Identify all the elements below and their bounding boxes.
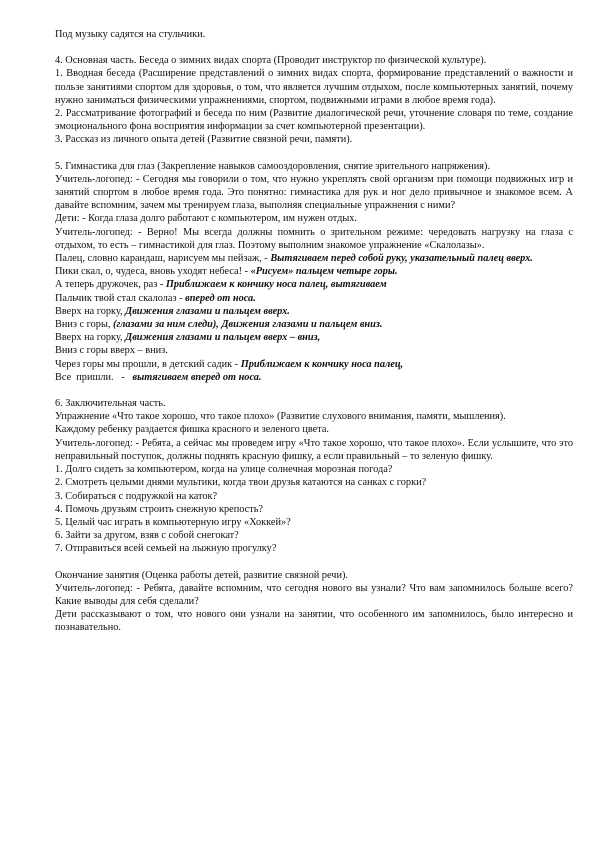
exercise-line-9 [55, 358, 573, 371]
exercise-line-2 [55, 265, 573, 278]
verse-text: Вверх на горку, [55, 305, 126, 317]
ending-paragraph-1: Учитель-логопед: - Ребята, давайте вспомним, что сегодня нового вы узнали? Что вам запомнилось больше всего? Какие выводы для себя сделали? [55, 582, 573, 607]
section-4-title: 4. Основная часть. Беседа о зимних видах спорта (Проводит инструктор по физической культуре). [55, 55, 487, 67]
instruction-text: (глазами за ним следи), Движения глазами и пальцем вниз. [113, 319, 383, 331]
question-1: 1. Долго сидеть за компьютером, когда на улице солнечная морозная погода? [55, 464, 393, 476]
question-5: 5. Целый час играть в компьютерную игру «Хоккей»? [55, 516, 291, 528]
verse-text: Через горы мы прошли, в детский садик - [55, 358, 241, 370]
instruction-text: вытягиваем вперед от носа. [132, 371, 262, 383]
section-5-paragraph-1: Учитель-логопед: - Сегодня мы говорили о том, что нужно укреплять свой организм при помощи подвижных игр и занятий спортом в любое время года. Это понятно: гимнастика для рук и ног дело привычное и знакомое всем. А давайте вспомним, зачем мы тренируем глаза, выполняя специальные упражнения с ними? [55, 173, 573, 212]
instruction-text: вперед от носа. [185, 292, 256, 304]
verse-text: Пики скал, о, чудеса, вновь уходят небеса! - [55, 266, 251, 278]
intro-line: Под музыку садятся на стульчики. [55, 29, 206, 40]
verse-text: Палец, словно карандаш, нарисуем мы пейзаж, - [55, 253, 271, 265]
instruction-text: Движения глазами и пальцем вверх. [125, 305, 290, 317]
exercise-line-1 [55, 252, 573, 265]
question-4: 4. Помочь друзьям строить снежную крепость? [55, 503, 263, 515]
section-6-paragraph-3: Учитель-логопед: - Ребята, а сейчас мы проведем игру «Что такое хорошо, что такое плохо». Если услышите, что это неправильный поступок, должны поднять красную фишку, а если правильный – то зеленую фишку. [55, 437, 573, 462]
exercise-line-10 [55, 371, 573, 384]
verse-text: А теперь дружочек, раз - [55, 279, 166, 291]
verse-text: Вниз с горы, [55, 319, 114, 331]
section-5-title: 5. Гимнастика для глаз (Закрепление навыков самооздоровления, снятие зрительного напряжения). [55, 160, 491, 172]
section-5-paragraph-3: Учитель-логопед: - Верно! Мы всегда должны помнить о зрительном режиме: чередовать нагрузку на глаза с отдыхом, то есть – гимнастикой для глаз. Поэтому выполним знакомое упражнение «Скалолазы». [55, 226, 573, 251]
section-6-paragraph-1: Упражнение «Что такое хорошо, что такое плохо» (Развитие слухового внимания, памяти, мышления). [55, 411, 506, 423]
section-5-paragraph-2: Дети: - Когда глаза долго работают с компьютером, им нужен отдых. [55, 213, 357, 225]
exercise-line-4 [55, 292, 573, 305]
question-7: 7. Отправиться всей семьей на лыжную прогулку? [55, 543, 277, 555]
section-4-item-3: 3. Рассказ из личного опыта детей (Развитие связной речи, памяти). [55, 134, 353, 146]
ending-paragraph-2: Дети рассказывают о том, что нового они узнали на занятии, что особенного им запомнилось, было интересно и познавательно. [55, 609, 573, 634]
instruction-text: «Рисуем» пальцем четыре горы. [250, 266, 398, 278]
exercise-line-5 [55, 305, 573, 318]
section-4-item-2: 2. Рассматривание фотографий и беседа по ним (Развитие диалогической речи, уточнение словаря по теме, создание эмоционального фона восприятия информации за счет компьютерной презентации). [55, 108, 573, 133]
instruction-text: Движения глазами и пальцем вверх – вниз, [125, 332, 321, 344]
verse-text: Вверх на горку, [55, 332, 126, 344]
exercise-line-7 [55, 331, 573, 344]
exercise-line-6 [55, 318, 573, 331]
instruction-text: Приближаем к кончику носа палец, [240, 358, 404, 370]
question-6: 6. Зайти за другом, взяв с собой снегокат? [55, 530, 239, 542]
ending-title: Окончание занятия (Оценка работы детей, развитие связной речи). [55, 569, 348, 581]
instruction-text: Вытягиваем перед собой руку, указательный палец вверх. [270, 253, 533, 265]
section-6-title: 6. Заключительная часть. [55, 398, 166, 410]
section-4-item-1: 1. Вводная беседа (Расширение представлений о зимних видах спорта, формирование представлений о важности и пользе занятиями спортом для здоровья, о том, что является лучшим отдыхом, после компьютерных занятий, почему нужно заниматься физическими упражнениями, спортом, подвижными играми в любое время года). [55, 68, 573, 106]
question-3: 3. Собираться с подружкой на каток? [55, 490, 218, 502]
section-6-paragraph-2: Каждому ребенку раздается фишка красного и зеленого цвета. [55, 424, 329, 436]
verse-text: Пальчик твой стал скалолаз - [55, 292, 186, 304]
exercise-line-3 [55, 278, 573, 291]
question-2: 2. Смотреть целыми днями мультики, когда твои друзья катаются на санках с горки? [55, 477, 427, 489]
exercise-line-8: Вниз с горы вверх – вниз. [55, 345, 168, 357]
verse-text: Все пришли. - [55, 371, 133, 383]
instruction-text: Приближаем к кончику носа палец, вытягиваем [165, 279, 387, 291]
